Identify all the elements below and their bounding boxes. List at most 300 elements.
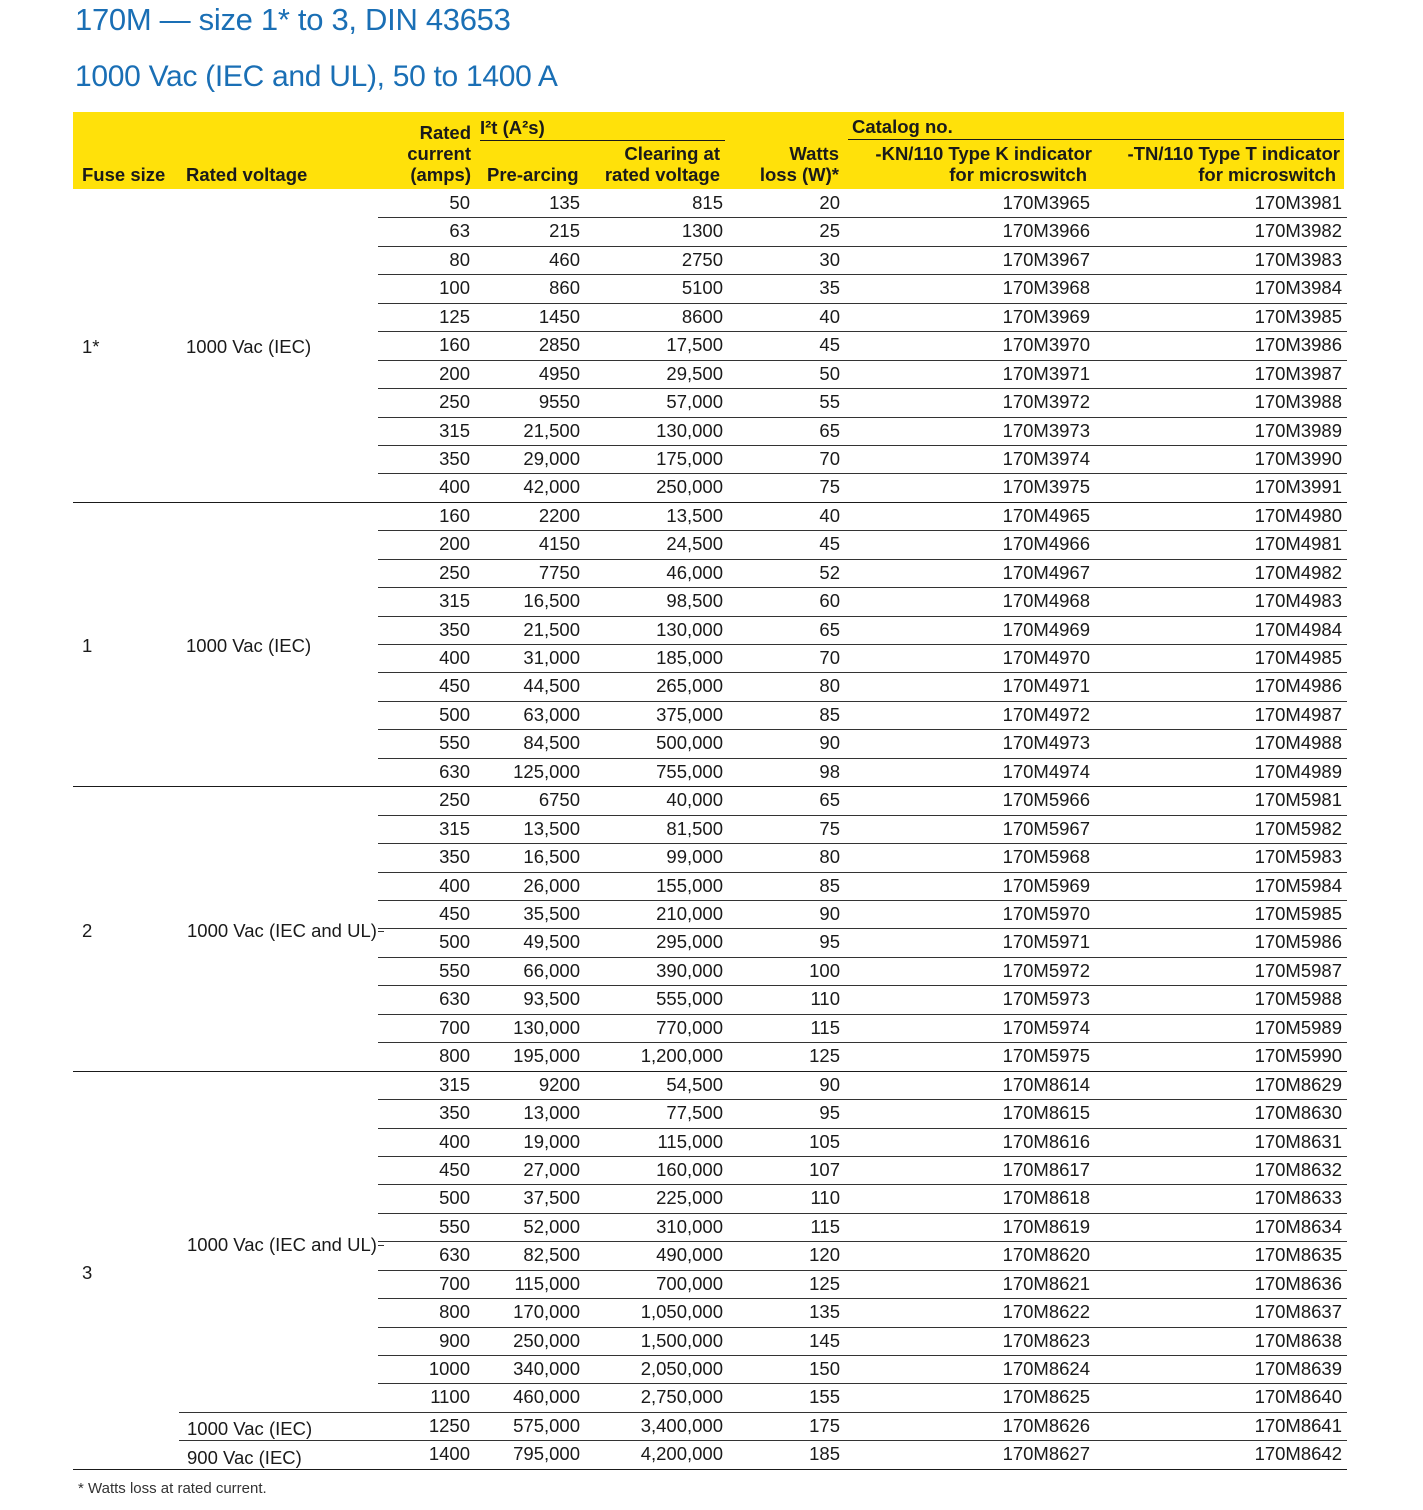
table-row	[0, 473, 1423, 501]
cell-rated-current: 63	[449, 220, 470, 242]
header-watts-2: loss (W)*	[759, 164, 839, 185]
cell-rated-current: 350	[439, 447, 470, 469]
cell-pre-arcing: 460	[549, 248, 580, 270]
table-row	[0, 246, 1423, 274]
cell-pre-arcing: 13,000	[523, 1102, 580, 1124]
cell-rated-current: 400	[439, 1130, 470, 1152]
cell-catalog-tn: 170M3982	[1254, 220, 1342, 242]
cell-pre-arcing: 26,000	[523, 874, 580, 896]
cell-pre-arcing: 125,000	[513, 760, 580, 782]
cell-watts-loss: 40	[819, 305, 840, 327]
table-row	[0, 872, 1423, 900]
table-row	[0, 587, 1423, 615]
cell-pre-arcing: 52,000	[523, 1215, 580, 1237]
table-row	[0, 729, 1423, 757]
cell-pre-arcing: 21,500	[523, 618, 580, 640]
cell-pre-arcing: 4950	[538, 362, 580, 384]
table-row	[0, 189, 1423, 217]
header-catalog: Catalog no.	[852, 116, 953, 137]
cell-rated-current: 250	[439, 789, 470, 811]
cell-catalog-tn: 170M4986	[1254, 675, 1342, 697]
table-row	[0, 1156, 1423, 1184]
cell-catalog-tn: 170M8640	[1254, 1386, 1342, 1408]
cell-catalog-kn: 170M8616	[1002, 1130, 1090, 1152]
cell-pre-arcing: 84,500	[523, 732, 580, 754]
cell-pre-arcing: 6750	[538, 789, 580, 811]
table-row	[0, 417, 1423, 445]
cell-rated-current: 160	[439, 504, 470, 526]
cell-clearing: 130,000	[656, 419, 723, 441]
cell-catalog-kn: 170M5966	[1002, 789, 1090, 811]
cell-catalog-kn: 170M8621	[1002, 1272, 1090, 1294]
cell-watts-loss: 100	[809, 959, 840, 981]
cell-rated-current: 125	[439, 305, 470, 327]
cell-clearing: 81,500	[666, 817, 723, 839]
cell-rated-current: 1100	[430, 1386, 470, 1408]
cell-pre-arcing: 4150	[538, 533, 580, 555]
cell-catalog-tn: 170M5983	[1254, 846, 1342, 868]
cell-catalog-tn: 170M4982	[1254, 561, 1342, 583]
cell-pre-arcing: 9200	[538, 1073, 580, 1095]
cell-watts-loss: 95	[819, 931, 840, 953]
group-3-voltage-2: 1000 Vac (IEC)	[187, 1418, 313, 1439]
cell-rated-current: 700	[439, 1272, 470, 1294]
cell-catalog-kn: 170M5974	[1002, 1016, 1090, 1038]
cell-pre-arcing: 93,500	[523, 988, 580, 1010]
cell-catalog-tn: 170M4985	[1254, 647, 1342, 669]
cell-rated-current: 400	[439, 476, 470, 498]
cell-clearing: 755,000	[656, 760, 723, 782]
cell-clearing: 295,000	[656, 931, 723, 953]
cell-clearing: 185,000	[656, 647, 723, 669]
cell-catalog-kn: 170M3965	[1002, 192, 1090, 213]
cell-rated-current: 315	[439, 419, 470, 441]
cell-rated-current: 500	[439, 1187, 470, 1209]
cell-catalog-kn: 170M3968	[1002, 277, 1090, 299]
cell-pre-arcing: 63,000	[523, 703, 580, 725]
cell-clearing: 700,000	[656, 1272, 723, 1294]
cell-pre-arcing: 16,500	[523, 846, 580, 868]
cell-pre-arcing: 31,000	[523, 647, 580, 669]
cell-clearing: 225,000	[656, 1187, 723, 1209]
cell-pre-arcing: 9550	[538, 391, 580, 413]
cell-pre-arcing: 35,500	[523, 903, 580, 924]
cell-rated-current: 450	[439, 1158, 470, 1180]
cell-rated-current: 550	[439, 1215, 470, 1237]
cell-rated-current: 1400	[428, 1443, 470, 1465]
cell-catalog-tn: 170M3985	[1254, 305, 1342, 327]
cell-clearing: 77,500	[666, 1102, 723, 1124]
cell-clearing: 40,000	[666, 789, 723, 811]
cell-catalog-tn: 170M8632	[1254, 1158, 1342, 1180]
cell-watts-loss: 115	[810, 1016, 840, 1038]
cell-pre-arcing: 2850	[538, 334, 580, 356]
cell-catalog-kn: 170M4970	[1002, 647, 1090, 669]
cell-catalog-tn: 170M3986	[1254, 334, 1342, 356]
cell-watts-loss: 45	[819, 334, 840, 356]
table-row	[0, 1071, 1423, 1099]
cell-watts-loss: 115	[810, 1215, 840, 1237]
group-1star-fuse-size: 1*	[82, 336, 100, 357]
cell-catalog-tn: 170M8639	[1254, 1358, 1342, 1380]
cell-clearing: 1,500,000	[640, 1329, 723, 1351]
cell-clearing: 115,000	[657, 1130, 723, 1152]
cell-watts-loss: 125	[809, 1272, 840, 1294]
cell-clearing: 815	[692, 192, 723, 213]
cell-catalog-kn: 170M8619	[1002, 1215, 1090, 1237]
cell-watts-loss: 110	[810, 1187, 840, 1209]
cell-clearing: 265,000	[656, 675, 723, 697]
header-i2t: I²t (A²s)	[480, 117, 545, 138]
cell-rated-current: 800	[439, 1301, 470, 1323]
table-row	[0, 701, 1423, 729]
cell-pre-arcing: 135	[549, 192, 580, 213]
header-i2t-rule	[480, 140, 725, 141]
cell-watts-loss: 110	[810, 988, 840, 1010]
cell-pre-arcing: 860	[549, 277, 580, 299]
cell-rated-current: 250	[439, 561, 470, 583]
group-1-voltage: 1000 Vac (IEC)	[186, 635, 312, 656]
cell-catalog-kn: 170M4966	[1002, 533, 1090, 555]
cell-watts-loss: 55	[819, 391, 840, 413]
cell-pre-arcing: 21,500	[523, 419, 580, 441]
cell-pre-arcing: 795,000	[513, 1443, 580, 1465]
cell-clearing: 375,000	[656, 703, 723, 725]
cell-clearing: 490,000	[656, 1244, 723, 1266]
table-row	[0, 217, 1423, 245]
cell-watts-loss: 30	[819, 248, 840, 270]
table-row	[0, 303, 1423, 331]
header-kn-1: -KN/110 Type K indicator	[875, 143, 1092, 164]
table-row	[0, 360, 1423, 388]
cell-catalog-kn: 170M5975	[1002, 1045, 1090, 1067]
header-pre-arcing: Pre-arcing	[487, 164, 579, 185]
cell-catalog-tn: 170M4980	[1254, 504, 1342, 526]
cell-catalog-tn: 170M4988	[1254, 732, 1342, 754]
table-row	[0, 1355, 1423, 1383]
cell-catalog-kn: 170M4974	[1002, 760, 1090, 782]
cell-clearing: 2750	[681, 248, 723, 270]
cell-catalog-kn: 170M3967	[1002, 248, 1090, 270]
table-row	[0, 957, 1423, 985]
cell-catalog-tn: 170M8641	[1254, 1414, 1342, 1436]
cell-catalog-kn: 170M8615	[1002, 1102, 1090, 1124]
cell-catalog-tn: 170M8630	[1254, 1102, 1342, 1124]
cell-clearing: 250,000	[656, 476, 723, 498]
header-catalog-rule	[848, 139, 1344, 140]
cell-clearing: 29,500	[666, 362, 723, 384]
header-clearing-1: Clearing at	[624, 143, 720, 164]
cell-pre-arcing: 130,000	[513, 1016, 580, 1038]
table-row	[0, 1128, 1423, 1156]
cell-clearing: 1300	[681, 220, 723, 242]
table-row	[0, 274, 1423, 302]
cell-catalog-kn: 170M5967	[1002, 817, 1090, 839]
cell-rated-current: 200	[439, 533, 470, 555]
cell-clearing: 160,000	[656, 1158, 723, 1180]
page-title: 170M — size 1* to 3, DIN 43653	[75, 2, 511, 37]
cell-pre-arcing: 460,000	[513, 1386, 580, 1408]
cell-catalog-tn: 170M3991	[1254, 476, 1342, 498]
cell-watts-loss: 80	[819, 846, 840, 868]
cell-catalog-kn: 170M3971	[1002, 362, 1090, 384]
group-3-connector	[378, 1245, 384, 1246]
table-row	[0, 530, 1423, 558]
table-row	[0, 1383, 1423, 1411]
cell-catalog-kn: 170M4972	[1002, 703, 1090, 725]
cell-clearing: 24,500	[666, 533, 723, 555]
table-row	[0, 1099, 1423, 1127]
group-divider	[73, 1469, 1347, 1470]
cell-catalog-kn: 170M5971	[1002, 931, 1090, 953]
cell-clearing: 98,500	[666, 590, 723, 612]
cell-catalog-kn: 170M8623	[1002, 1329, 1090, 1351]
cell-catalog-tn: 170M8637	[1254, 1301, 1342, 1323]
cell-pre-arcing: 29,000	[523, 447, 580, 469]
cell-clearing: 3,400,000	[640, 1414, 723, 1436]
cell-catalog-tn: 170M5986	[1254, 931, 1342, 953]
table-row	[0, 1270, 1423, 1298]
cell-catalog-tn: 170M3983	[1254, 248, 1342, 270]
cell-rated-current: 350	[439, 1102, 470, 1124]
cell-watts-loss: 25	[819, 220, 840, 242]
cell-catalog-tn: 170M8636	[1254, 1272, 1342, 1294]
cell-pre-arcing: 19,000	[523, 1130, 580, 1152]
cell-catalog-kn: 170M8627	[1002, 1443, 1090, 1465]
cell-pre-arcing: 42,000	[523, 476, 580, 498]
cell-pre-arcing: 27,000	[523, 1158, 580, 1180]
cell-watts-loss: 52	[819, 561, 840, 583]
cell-rated-current: 800	[439, 1045, 470, 1067]
cell-rated-current: 80	[449, 248, 470, 270]
group-3-voltage: 1000 Vac (IEC and UL)	[187, 1234, 377, 1255]
cell-watts-loss: 85	[819, 703, 840, 725]
cell-catalog-tn: 170M3981	[1254, 192, 1342, 213]
cell-catalog-kn: 170M5968	[1002, 846, 1090, 868]
table-row	[0, 1014, 1423, 1042]
cell-rated-current: 50	[449, 192, 470, 213]
cell-pre-arcing: 44,500	[523, 675, 580, 697]
cell-watts-loss: 95	[819, 1102, 840, 1124]
cell-clearing: 555,000	[656, 988, 723, 1010]
cell-catalog-kn: 170M3973	[1002, 419, 1090, 441]
cell-clearing: 390,000	[656, 959, 723, 981]
cell-catalog-kn: 170M8620	[1002, 1244, 1090, 1266]
header-fuse-size: Fuse size	[82, 164, 166, 185]
cell-rated-current: 315	[439, 1073, 470, 1095]
cell-catalog-kn: 170M5969	[1002, 874, 1090, 896]
cell-catalog-tn: 170M4987	[1254, 703, 1342, 725]
table-row	[0, 786, 1423, 814]
cell-catalog-tn: 170M3989	[1254, 419, 1342, 441]
cell-watts-loss: 65	[819, 419, 840, 441]
cell-catalog-tn: 170M8638	[1254, 1329, 1342, 1351]
cell-clearing: 4,200,000	[640, 1443, 723, 1465]
cell-pre-arcing: 340,000	[513, 1358, 580, 1380]
cell-catalog-kn: 170M3969	[1002, 305, 1090, 327]
cell-pre-arcing: 195,000	[513, 1045, 580, 1067]
cell-rated-current: 350	[439, 846, 470, 868]
cell-watts-loss: 90	[819, 1073, 840, 1095]
cell-pre-arcing: 250,000	[513, 1329, 580, 1351]
cell-watts-loss: 90	[819, 903, 840, 924]
cell-catalog-tn: 170M8635	[1254, 1244, 1342, 1266]
cell-watts-loss: 40	[819, 504, 840, 526]
cell-watts-loss: 105	[809, 1130, 840, 1152]
cell-clearing: 500,000	[656, 732, 723, 754]
cell-rated-current: 1000	[428, 1358, 470, 1380]
cell-catalog-kn: 170M5970	[1002, 903, 1090, 924]
group-1star-voltage: 1000 Vac (IEC)	[186, 336, 312, 357]
cell-watts-loss: 185	[809, 1443, 840, 1465]
cell-clearing: 310,000	[656, 1215, 723, 1237]
cell-rated-current: 250	[439, 391, 470, 413]
header-tn-1: -TN/110 Type T indicator	[1127, 143, 1340, 164]
table-row	[0, 559, 1423, 587]
cell-watts-loss: 65	[819, 618, 840, 640]
cell-catalog-tn: 170M4981	[1254, 533, 1342, 555]
cell-clearing: 13,500	[666, 504, 723, 526]
cell-rated-current: 630	[439, 1244, 470, 1266]
cell-rated-current: 100	[439, 277, 470, 299]
table-row	[0, 758, 1423, 786]
cell-catalog-tn: 170M5989	[1254, 1016, 1342, 1038]
cell-watts-loss: 60	[819, 590, 840, 612]
cell-watts-loss: 50	[819, 362, 840, 384]
cell-catalog-kn: 170M8625	[1002, 1386, 1090, 1408]
cell-catalog-tn: 170M5981	[1254, 789, 1342, 811]
cell-clearing: 99,000	[666, 846, 723, 868]
cell-catalog-kn: 170M8624	[1002, 1358, 1090, 1380]
cell-pre-arcing: 575,000	[513, 1414, 580, 1436]
cell-catalog-tn: 170M4989	[1254, 760, 1342, 782]
cell-pre-arcing: 16,500	[523, 590, 580, 612]
cell-catalog-kn: 170M3966	[1002, 220, 1090, 242]
cell-catalog-kn: 170M4971	[1002, 675, 1090, 697]
cell-watts-loss: 150	[809, 1358, 840, 1380]
cell-clearing: 2,750,000	[640, 1386, 723, 1408]
cell-catalog-tn: 170M5990	[1254, 1045, 1342, 1067]
cell-catalog-kn: 170M3974	[1002, 447, 1090, 469]
cell-clearing: 57,000	[666, 391, 723, 413]
cell-rated-current: 630	[439, 988, 470, 1010]
cell-catalog-tn: 170M5984	[1254, 874, 1342, 896]
cell-pre-arcing: 13,500	[523, 817, 580, 839]
cell-clearing: 1,050,000	[640, 1301, 723, 1323]
cell-clearing: 175,000	[656, 447, 723, 469]
cell-rated-current: 350	[439, 618, 470, 640]
cell-watts-loss: 85	[819, 874, 840, 896]
header-kn-2: for microswitch	[949, 164, 1087, 185]
group-1-fuse-size: 1	[82, 635, 93, 656]
cell-catalog-tn: 170M3988	[1254, 391, 1342, 413]
cell-clearing: 2,050,000	[640, 1358, 723, 1380]
group-3-fuse-size: 3	[82, 1262, 93, 1283]
header-rated-voltage: Rated voltage	[186, 164, 308, 185]
table-header	[73, 112, 1344, 189]
cell-catalog-kn: 170M8622	[1002, 1301, 1090, 1323]
cell-pre-arcing: 66,000	[523, 959, 580, 981]
cell-watts-loss: 75	[819, 817, 840, 839]
cell-catalog-kn: 170M4973	[1002, 732, 1090, 754]
cell-clearing: 155,000	[656, 874, 723, 896]
cell-clearing: 46,000	[666, 561, 723, 583]
cell-watts-loss: 107	[809, 1158, 840, 1180]
cell-watts-loss: 155	[809, 1386, 840, 1408]
cell-watts-loss: 145	[809, 1329, 840, 1351]
cell-watts-loss: 135	[809, 1301, 840, 1323]
cell-rated-current: 400	[439, 647, 470, 669]
cell-rated-current: 550	[439, 959, 470, 981]
cell-catalog-kn: 170M4965	[1002, 504, 1090, 526]
cell-watts-loss: 175	[809, 1414, 840, 1436]
table-row	[0, 388, 1423, 416]
cell-catalog-tn: 170M8631	[1254, 1130, 1342, 1152]
cell-clearing: 130,000	[656, 618, 723, 640]
cell-watts-loss: 80	[819, 675, 840, 697]
table-row	[0, 985, 1423, 1013]
cell-watts-loss: 70	[819, 447, 840, 469]
table-row	[0, 1327, 1423, 1355]
cell-catalog-kn: 170M5972	[1002, 959, 1090, 981]
cell-rated-current: 315	[439, 590, 470, 612]
header-rated-current-1: Rated	[419, 122, 471, 143]
cell-pre-arcing: 115,000	[514, 1272, 580, 1294]
cell-watts-loss: 75	[819, 476, 840, 498]
cell-rated-current: 500	[439, 931, 470, 953]
cell-watts-loss: 90	[819, 732, 840, 754]
cell-catalog-kn: 170M8626	[1002, 1414, 1090, 1436]
page-subtitle: 1000 Vac (IEC and UL), 50 to 1400 A	[75, 60, 558, 93]
cell-rated-current: 160	[439, 334, 470, 356]
cell-catalog-kn: 170M4969	[1002, 618, 1090, 640]
cell-catalog-tn: 170M3990	[1254, 447, 1342, 469]
cell-watts-loss: 45	[819, 533, 840, 555]
table-row	[0, 1042, 1423, 1070]
cell-catalog-tn: 170M5982	[1254, 817, 1342, 839]
table-row	[0, 445, 1423, 473]
table-row	[0, 502, 1423, 530]
cell-pre-arcing: 7750	[538, 561, 580, 583]
cell-rated-current: 900	[439, 1329, 470, 1351]
header-rated-current-3: (amps)	[410, 164, 471, 185]
cell-clearing: 770,000	[656, 1016, 723, 1038]
header-tn-2: for microswitch	[1198, 164, 1336, 185]
header-watts-1: Watts	[789, 143, 839, 164]
cell-rated-current: 700	[439, 1016, 470, 1038]
cell-catalog-tn: 170M5988	[1254, 988, 1342, 1010]
cell-rated-current: 450	[439, 675, 470, 697]
cell-catalog-kn: 170M3970	[1002, 334, 1090, 356]
cell-clearing: 210,000	[656, 903, 723, 924]
cell-catalog-tn: 170M4983	[1254, 590, 1342, 612]
group-3-voltage-3: 900 Vac (IEC)	[187, 1447, 302, 1468]
cell-pre-arcing: 2200	[538, 504, 580, 526]
header-clearing-2: rated voltage	[604, 164, 720, 185]
cell-pre-arcing: 49,500	[523, 931, 580, 953]
cell-catalog-tn: 170M8642	[1254, 1443, 1342, 1465]
cell-rated-current: 450	[439, 903, 470, 924]
cell-rated-current: 200	[439, 362, 470, 384]
cell-pre-arcing: 215	[549, 220, 580, 242]
cell-catalog-tn: 170M8634	[1254, 1215, 1342, 1237]
cell-catalog-kn: 170M3972	[1002, 391, 1090, 413]
cell-catalog-tn: 170M8633	[1254, 1187, 1342, 1209]
cell-catalog-kn: 170M8614	[1002, 1073, 1090, 1095]
table-row	[0, 815, 1423, 843]
cell-pre-arcing: 82,500	[523, 1244, 580, 1266]
cell-catalog-kn: 170M4967	[1002, 561, 1090, 583]
